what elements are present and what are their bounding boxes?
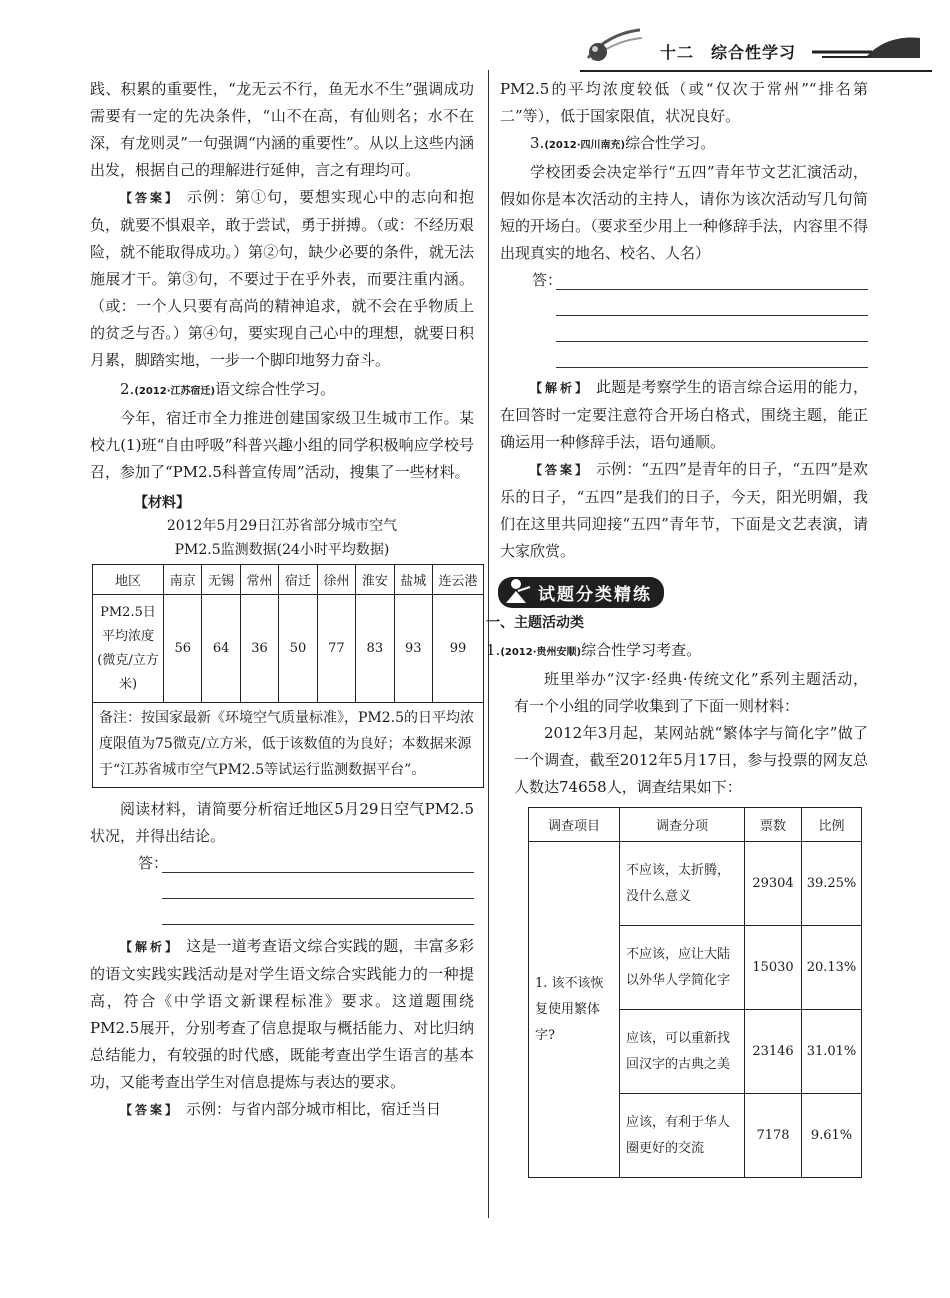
question-source: (2012·四川南充) <box>544 140 626 151</box>
survey-option: 应该，有利于华人圈更好的交流 <box>620 1094 745 1178</box>
answer-area <box>500 269 868 368</box>
question-source: (2012·江苏宿迁) <box>134 386 216 397</box>
table-header-cell: 地区 <box>93 565 164 595</box>
answer-line[interactable] <box>556 295 868 316</box>
analysis-tag: 【解析】 <box>530 381 591 395</box>
table-title-line-1: 2012年5月29日江苏省部分城市空气 <box>166 518 398 534</box>
answer-text: 示例：“五四”是青年的日子，“五四”是欢乐的日子，“五四”是我们的日子，今天，阳光明媚，我们在这里共同迎接“五四”青年节，下面是文艺表演，请大家欣赏。 <box>500 460 868 560</box>
pm25-note-row <box>93 703 484 788</box>
question-source: (2012·贵州安顺) <box>500 647 582 658</box>
student-reading-icon <box>502 577 532 605</box>
table-title <box>90 514 474 562</box>
right-column <box>486 76 868 1178</box>
section-1-body: 班里举办“汉字·经典·传统文化”系列主题活动，有一个小组的同学收集到了下面一则材料： <box>514 670 868 715</box>
survey-row <box>529 842 862 926</box>
table-note: 备注：按国家最新《环境空气质量标准》，PM2.5的日平均浓度限值为75微克/立方米，低于该数值的为良好；本数据来源于“江苏省城市空气PM2.5等试运行监测数据平台”。 <box>93 703 484 788</box>
table-header-cell: 无锡 <box>202 565 240 595</box>
answer-tag: 【答案】 <box>120 191 181 205</box>
answer-line[interactable] <box>556 269 868 290</box>
survey-ratio: 9.61% <box>802 1094 862 1178</box>
answer-area <box>90 852 474 925</box>
speed-lines-icon <box>812 32 922 62</box>
left-column <box>90 76 478 1124</box>
answer-block-1 <box>90 184 474 374</box>
question-title: 语文综合性学习。 <box>215 380 336 398</box>
survey-ratio: 20.13% <box>802 926 862 1010</box>
survey-option: 不应该，太折腾，没什么意义 <box>620 842 745 926</box>
answer-tag: 【答案】 <box>530 463 591 477</box>
question-number: 3. <box>530 134 545 152</box>
continued-answer: PM2.5的平均浓度较低（或“仅次于常州”“排名第二”等），低于国家限值，状况良好。 <box>500 80 868 125</box>
answer-block-3 <box>500 456 868 565</box>
survey-votes: 23146 <box>745 1010 802 1094</box>
table-cell: 83 <box>356 595 394 703</box>
table-cell: 93 <box>394 595 432 703</box>
table-cell: 64 <box>202 595 240 703</box>
table-header-cell: 南京 <box>164 565 202 595</box>
table-cell: 99 <box>433 595 484 703</box>
pm25-value-row <box>93 595 484 703</box>
table-cell: 56 <box>164 595 202 703</box>
pm25-header-row <box>93 565 484 595</box>
pm25-table <box>92 564 484 788</box>
analysis-block <box>500 374 868 456</box>
page-header <box>580 18 932 64</box>
question-number: 2. <box>120 380 135 398</box>
table-header-cell: 常州 <box>240 565 278 595</box>
survey-votes: 29304 <box>745 842 802 926</box>
table-header-cell: 徐州 <box>317 565 355 595</box>
survey-table <box>528 807 862 1178</box>
intro-paragraph: 践、积累的重要性，“龙无云不行，鱼无水不生”强调成功需要有一定的先决条件，“山不在高，有仙则名；水不在深，有龙则灵”一句强调“内涵的重要性”。从以上这些内涵出发，根据自己的理解进行延伸，言之有理均可。 <box>90 80 474 179</box>
answer-label: 答： <box>138 854 169 872</box>
table-header-cell: 宿迁 <box>279 565 317 595</box>
question-2-heading <box>90 376 474 405</box>
table-header-cell: 淮安 <box>356 565 394 595</box>
survey-ratio: 31.01% <box>802 1010 862 1094</box>
section-heading: 一、主题活动类 <box>486 615 584 631</box>
analysis-text: 这是一道考查语文综合实践的题，丰富多彩的语文实践实践活动是对学生语文综合实践能力的一种提高，符合《中学语文新课程标准》要求。这道题围绕PM2.5展开，分别考查了信息提取与概括能力、对比归纳总结能力，有较强的时代感，既能考查出学生语言的基本功，又能考查出学生对信息提炼与表达的要求。 <box>90 937 474 1091</box>
survey-option: 不应该，应让大陆以外华人学简化字 <box>620 926 745 1010</box>
answer-block-2 <box>90 1096 474 1124</box>
table-cell: 50 <box>279 595 317 703</box>
answer-tag: 【答案】 <box>120 1103 181 1117</box>
comet-logo-icon <box>580 22 650 66</box>
table-title-line-2: PM2.5监测数据(24小时平均数据) <box>174 542 390 558</box>
chapter-title: 十二 综合性学习 <box>660 43 797 62</box>
header-rule <box>580 70 932 72</box>
survey-header-cell: 调查项目 <box>529 808 620 842</box>
answer-text: 示例：第①句，要想实现心中的志向和抱负，就要不惧艰辛，敢于尝试，勇于拼搏。（或：不经历艰险，就不能取得成功。）第②句，缺少必要的条件，就无法施展才干。第③句，不要过于在乎外表，而要注重内涵。（或：一个人只要有高尚的精神追求，就不会在乎物质上的贫乏与否。）第④句，要实现自己心中的理想，就要日积月累，脚踏实地，一步一个脚印地努力奋斗。 <box>90 188 474 369</box>
survey-header-row <box>529 808 862 842</box>
survey-item: 1. 该不该恢复使用繁体字? <box>529 842 620 1178</box>
row-label: PM2.5日平均浓度(微克/立方米) <box>93 595 164 703</box>
answer-text: 示例：与省内部分城市相比，宿迁当日 <box>186 1100 442 1118</box>
table-header-cell: 连云港 <box>433 565 484 595</box>
table-cell: 36 <box>240 595 278 703</box>
survey-header-cell: 票数 <box>745 808 802 842</box>
answer-label: 答： <box>532 271 563 289</box>
answer-line[interactable] <box>162 852 474 873</box>
survey-header-cell: 调查分项 <box>620 808 745 842</box>
section-1-material: 2012年3月起，某网站就“繁体字与简化字”做了一个调查，截至2012年5月17日，参与投票的网友总人数达74658人，调查结果如下： <box>514 724 868 796</box>
answer-line[interactable] <box>162 904 474 925</box>
survey-option: 应该，可以重新找回汉字的古典之美 <box>620 1010 745 1094</box>
answer-line[interactable] <box>556 321 868 342</box>
question-3-body: 学校团委会决定举行“五四”青年节文艺汇演活动，假如你是本次活动的主持人，请你为该次活动写几句简短的开场白。（要求至少用上一种修辞手法，内容里不得出现真实的地名、校名、人名） <box>500 163 868 262</box>
table-header-cell: 盐城 <box>394 565 432 595</box>
survey-header-cell: 比例 <box>802 808 862 842</box>
question-number: 1. <box>486 641 501 659</box>
material-label: 【材料】 <box>134 495 190 511</box>
question-3-heading <box>500 130 868 159</box>
analysis-text: 此题是考察学生的语言综合运用的能力，在回答时一定要注意符合开场白格式，围绕主题，能正确运用一种修辞手法，语句通顺。 <box>500 378 868 451</box>
banner-title <box>498 577 664 608</box>
survey-ratio: 39.25% <box>802 842 862 926</box>
question-title: 综合性学习考查。 <box>581 641 702 659</box>
answer-line[interactable] <box>162 878 474 899</box>
answer-line[interactable] <box>556 347 868 368</box>
question-title: 综合性学习。 <box>625 134 716 152</box>
table-cell: 77 <box>317 595 355 703</box>
analysis-block <box>90 933 474 1096</box>
survey-votes: 7178 <box>745 1094 802 1178</box>
survey-votes: 15030 <box>745 926 802 1010</box>
question-2-ask: 阅读材料，请简要分析宿迁地区5月29日空气PM2.5状况，并得出结论。 <box>90 800 474 845</box>
question-2-body: 今年，宿迁市全力推进创建国家级卫生城市工作。某校九(1)班“自由呼吸”科普兴趣小组的同学积极响应学校号召，参加了“PM2.5科普宣传周”活动，搜集了一些材料。 <box>90 409 474 481</box>
section-1-question-heading <box>486 637 868 666</box>
section-banner <box>498 577 866 608</box>
banner-text: 试题分类精练 <box>538 585 652 605</box>
analysis-tag: 【解析】 <box>120 940 181 954</box>
